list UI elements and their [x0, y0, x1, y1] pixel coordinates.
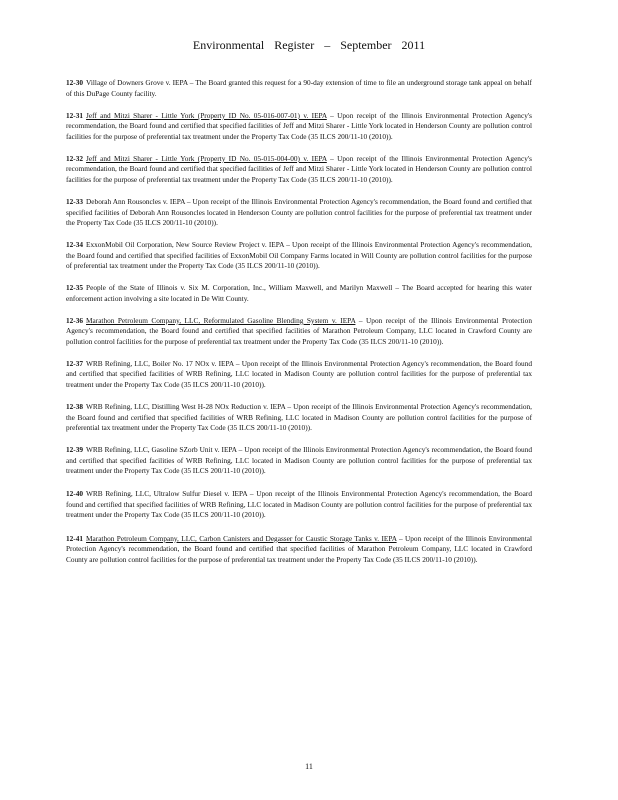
- case-summary: – Upon receipt of the Illinois Environmental Protection Agency's recommendation, the Board found and certified that specified facilities of WRB Refining, LLC located in Madison County are pollution control facilities for the purpose of preferential tax treatment under the Property Tax Code (35 ILCS 200/11-10 (2010)).: [66, 445, 532, 476]
- case-title: WRB Refining, LLC, Gasoline SZorb Unit v. IEPA: [86, 445, 237, 455]
- case-entry: [66, 316, 532, 348]
- case-title: Marathon Petroleum Company, LLC, Reformulated Gasoline Blending System v. IEPA: [86, 315, 356, 325]
- entries-list: [66, 71, 532, 578]
- case-number: 12-37: [66, 358, 84, 368]
- case-entry: [66, 240, 532, 272]
- case-title: People of the State of Illinois v. Six M. Corporation, Inc., William Maxwell, and Marilyn Maxwell: [86, 283, 393, 293]
- case-summary: – Upon receipt of the Illinois Environmental Protection Agency's recommendation, the Board found and certified that specified facilities of Marathon Petroleum Company, LLC located in Crawford County are pollution control facilities for the purpose of preferential tax treatment under the Property Tax Code (35 ILCS 200/11-10 (2010)).: [66, 533, 532, 564]
- case-entry: [66, 402, 532, 434]
- case-summary: – The Board granted this request for a 90-day extension of time to file an underground storage tank appeal on behalf of this DuPage County facility.: [66, 78, 532, 98]
- case-entry: [66, 197, 532, 229]
- case-title: ExxonMobil Oil Corporation, New Source Review Project v. IEPA: [86, 240, 285, 250]
- case-number: 12-38: [66, 402, 84, 412]
- case-number: 12-41: [66, 533, 84, 543]
- case-title: Jeff and Mitzi Sharer - Little York (Property ID No. 05-016-007-01) v. IEPA: [86, 110, 327, 120]
- case-title: WRB Refining, LLC, Boiler No. 17 NOx v. IEPA: [86, 358, 234, 368]
- case-summary: – Upon receipt of the Illinois Environmental Protection Agency's recommendation, the Board found and certified that specified facilities of ExxonMobil Oil Company Farms located in Will County are pollution control facilities for the purpose of preferential tax treatment under the Property Tax Code (35 ILCS 200/11-10 (2010)).: [66, 240, 532, 271]
- case-entry: [66, 78, 532, 99]
- case-title: Marathon Petroleum Company, LLC, Carbon Canisters and Degasser for Caustic Storage Tanks v. IEPA: [86, 533, 397, 543]
- case-title: Village of Downers Grove v. IEPA: [86, 78, 188, 88]
- case-entry: [66, 111, 532, 143]
- case-summary: – Upon receipt of the Illinois Environmental Protection Agency's recommendation, the Board found and certified that specified facilities of WRB Refining, LLC located in Madison County are pollution control facilities for the purpose of preferential tax treatment under the Property Tax Code (35 ILCS 200/11-10 (2010)).: [66, 358, 532, 389]
- case-number: 12-30: [66, 78, 84, 88]
- case-number: 12-33: [66, 197, 84, 207]
- case-number: 12-36: [66, 315, 84, 325]
- case-number: 12-39: [66, 445, 84, 455]
- case-entry: [66, 283, 532, 304]
- case-entry: [66, 154, 532, 186]
- case-number: 12-31: [66, 110, 84, 120]
- case-number: 12-35: [66, 283, 84, 293]
- case-title: WRB Refining, LLC, Ultralow Sulfur Diesel v. IEPA: [86, 489, 248, 499]
- page-header: Environmental Register – September 2011: [192, 38, 426, 52]
- case-summary: – Upon receipt of the Illinois Environmental Protection Agency's recommendation, the Board found and certified that specified facilities of Deborah Ann Rousoncles located in Henderson County are pollution control facilities for the purpose of preferential tax treatment under the Property Tax Code (35 ILCS 200/11-10 (2010)).: [66, 197, 532, 228]
- case-title: Deborah Ann Rousoncles v. IEPA: [86, 197, 185, 207]
- case-summary: – The Board accepted for hearing this water enforcement action involving a site located in De Witt County.: [66, 283, 532, 303]
- case-summary: – Upon receipt of the Illinois Environmental Protection Agency's recommendation, the Board found and certified that specified facilities of WRB Refining, LLC located in Madison County are pollution control facilities for the purpose of preferential tax treatment under the Property Tax Code (35 ILCS 200/11-10 (2010)).: [66, 489, 532, 520]
- case-title: Jeff and Mitzi Sharer - Little York (Property ID No. 05-015-004-00) v. IEPA: [86, 153, 327, 163]
- case-number: 12-32: [66, 153, 84, 163]
- case-summary: – Upon receipt of the Illinois Environmental Protection Agency's recommendation, the Board found and certified that specified facilities of WRB Refining, LLC located in Madison County are pollution control facilities for the purpose of preferential tax treatment under the Property Tax Code (35 ILCS 200/11-10 (2010)).: [66, 402, 532, 433]
- case-number: 12-40: [66, 489, 84, 499]
- case-entry: [66, 534, 532, 566]
- page-number: 11: [305, 762, 313, 771]
- case-summary: – Upon receipt of the Illinois Environmental Protection Agency's recommendation, the Board found and certified that specified facilities of Marathon Petroleum Company, LLC located in Crawford County are pollution control facilities for the purpose of preferential tax treatment under the Property Tax Code (35 ILCS 200/11-10 (2010)).: [66, 315, 532, 346]
- case-summary: – Upon receipt of the Illinois Environmental Protection Agency's recommendation, the Board found and certified that specified facilities of Jeff and Mitzi Sharer - Little York located in Henderson County are pollution control facilities for the purpose of preferential tax treatment under the Property Tax Code (35 ILCS 200/11-10 (2010)).: [66, 110, 532, 141]
- case-title: WRB Refining, LLC, Distilling West H-28 NOx Reduction v. IEPA: [86, 402, 286, 412]
- case-entry: [66, 359, 532, 391]
- case-entry: [66, 489, 532, 521]
- case-entry: [66, 445, 532, 477]
- case-number: 12-34: [66, 240, 84, 250]
- case-summary: – Upon receipt of the Illinois Environmental Protection Agency's recommendation, the Board found and certified that specified facilities of Jeff and Mitzi Sharer - Little York located in Henderson County are pollution control facilities for the purpose of preferential tax treatment under the Property Tax Code (35 ILCS 200/11-10 (2010)).: [66, 153, 532, 184]
